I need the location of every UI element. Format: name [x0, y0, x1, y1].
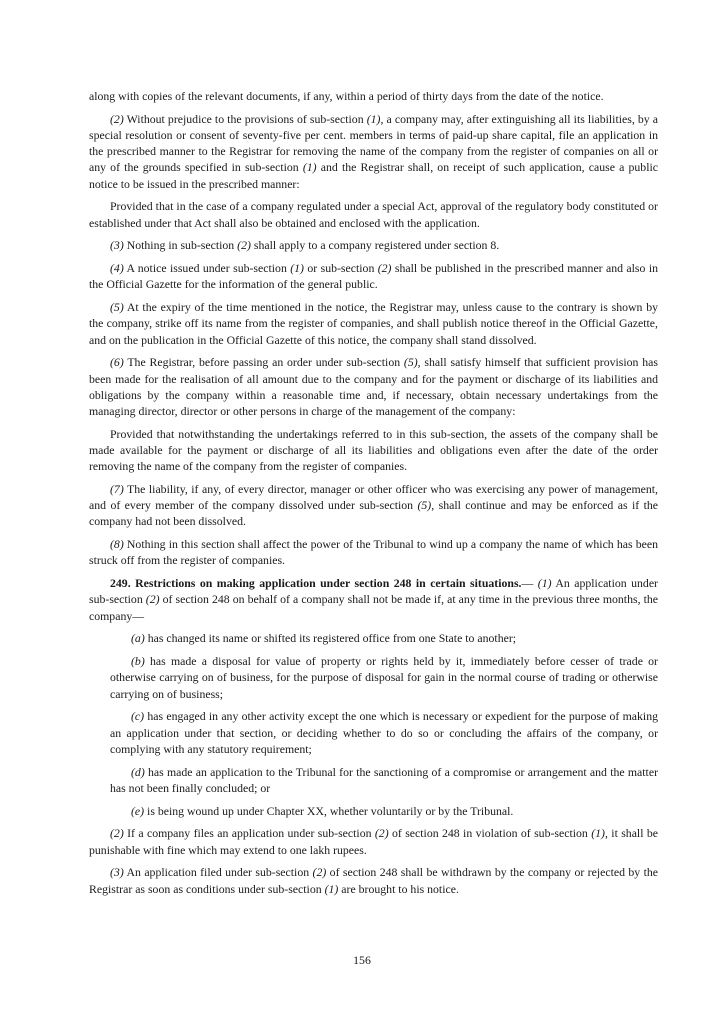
subsection-6: (6) The Registrar, before passing an order under sub-section (5), shall satisfy himself that sufficient provision has been made for the realisation of all amount due to the company and for the payment or discharge of its liabilities and obligations by the company within a reasonable time and, if necessary, obtain necessary undertakings from the managing director, director or other persons in charge of the management of the company:	[89, 355, 658, 419]
document-body	[89, 88, 658, 903]
paragraph-continuation: along with copies of the relevant documents, if any, within a period of thirty days from the date of the notice.	[89, 89, 604, 103]
subsection-4: (4) A notice issued under sub-section (1) or sub-section (2) shall be published in the prescribed manner and also in the Official Gazette for the information of the general public.	[89, 261, 658, 292]
section-249-subsection-3: (3) An application filed under sub-section (2) of section 248 shall be withdrawn by the company or rejected by the Registrar as soon as conditions under sub-section (1) are brought to his notice.	[89, 865, 658, 896]
section-249: 249. Restrictions on making application under section 248 in certain situations.— (1) An application under sub-section (2) of section 248 on behalf of a company shall not be made if, at any time in the previous three months, the company—	[89, 576, 658, 623]
section-heading: 249. Restrictions on making application under section 248 in certain situations.	[110, 576, 522, 591]
clause-c: (c) has engaged in any other activity except the one which is necessary or expedient for the purpose of making an application under that section, or deciding whether to do so or concluding the affairs of the company, or complying with any statutory requirement;	[110, 709, 658, 756]
proviso-assets: Provided that notwithstanding the undertakings referred to in this sub-section, the assets of the company shall be made available for the payment or discharge of all its liabilities and obligations even after the date of the order removing the name of the company from the register of companies.	[89, 426, 658, 474]
subsection-3: (3) Nothing in sub-section (2) shall apply to a company registered under section 8.	[110, 238, 500, 253]
clause-e: (e) is being wound up under Chapter XX, whether voluntarily or by the Tribunal.	[131, 803, 514, 818]
proviso-special-act: Provided that in the case of a company regulated under a special Act, approval of the regulatory body constituted or established under that Act shall also be obtained and enclosed with the application.	[89, 199, 658, 230]
clause-b: (b) has made a disposal for value of property or rights held by it, immediately before cesser of trade or otherwise carrying on of business, for the purpose of disposal for gain in the normal course of trading or otherwise carrying on of business;	[110, 654, 658, 701]
subsection-7: (7) The liability, if any, of every director, manager or other officer who was exercising any power of management, and of every member of the company dissolved under sub-section (5), shall continue and may be enforced as if the company had not been dissolved.	[89, 482, 659, 529]
section-249-subsection-2: (2) If a company files an application under sub-section (2) of section 248 in violation of sub-section (1), it shall be punishable with fine which may extend to one lakh rupees.	[89, 826, 658, 857]
subsection-8: (8) Nothing in this section shall affect the power of the Tribunal to wind up a company the name of which has been struck off from the register of companies.	[89, 537, 658, 568]
page-number: 156	[353, 953, 371, 967]
subsection-2: (2) Without prejudice to the provisions of sub-section (1), a company may, after extinguishing all its liabilities, by a special resolution or consent of seventy-five per cent. members in terms of paid-up share capital, file an application in the prescribed manner to the Registrar for removing the name of the company from the register of companies on all or any of the grounds specified in sub-section (1) and the Registrar shall, on receipt of such application, cause a public notice to be issued in the prescribed manner:	[89, 111, 658, 191]
clause-a: (a) has changed its name or shifted its registered office from one State to another;	[131, 631, 517, 646]
clause-d: (d) has made an application to the Tribunal for the sanctioning of a compromise or arrangement and the matter has not been finally concluded; or	[110, 764, 658, 795]
subsection-5: (5) At the expiry of the time mentioned in the notice, the Registrar may, unless cause to the contrary is shown by the company, strike off its name from the register of companies, and shall publish notice thereof in the Official Gazette, and on the publication in the Official Gazette of this notice, the company shall stand dissolved.	[89, 300, 658, 347]
